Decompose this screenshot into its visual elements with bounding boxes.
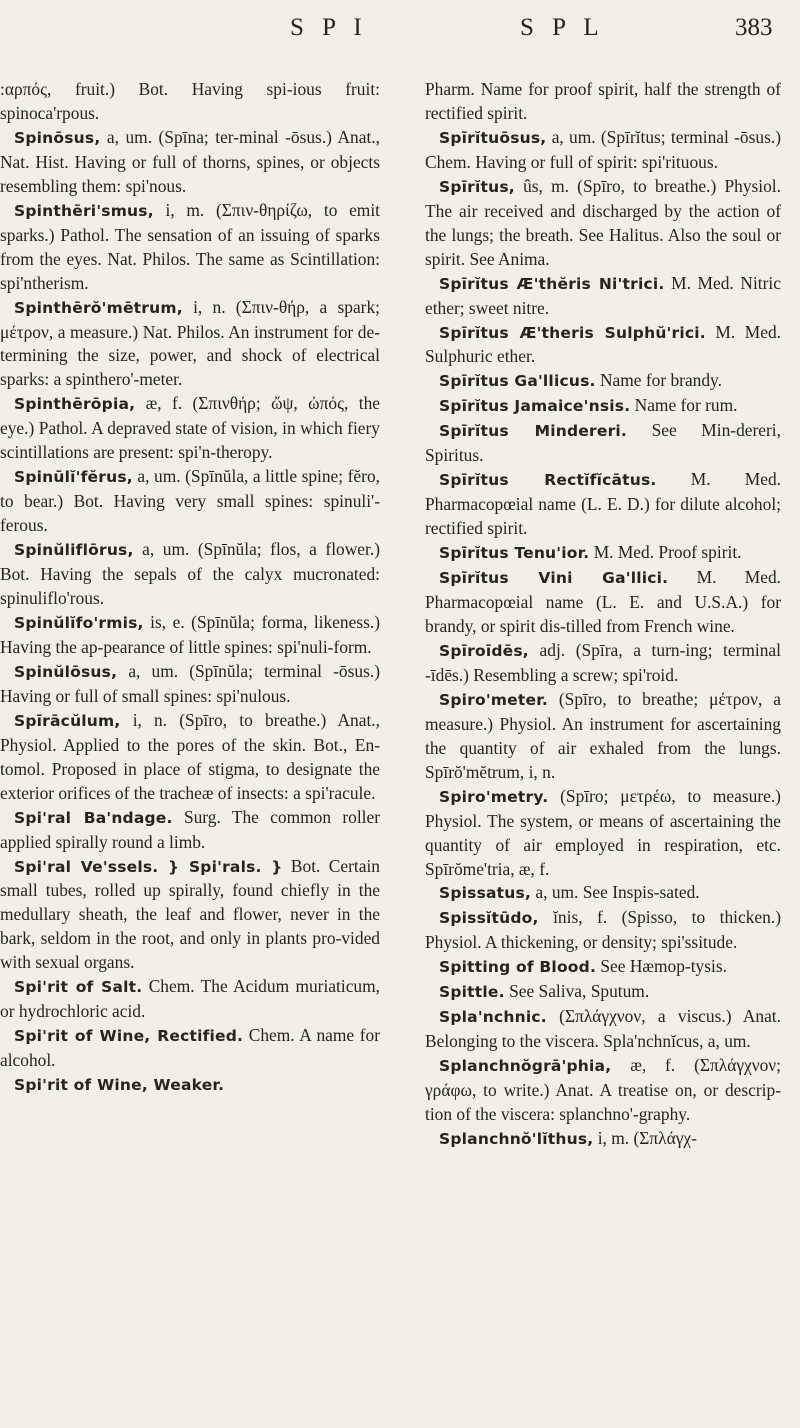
entry-definition: Bot. Certain small tubes, rolled up spirally, found chiefly in the medullary sheath, the leaf and flower, never in the bark, seldom in the root, and only in plants pro-vided with sexual organs. bbox=[0, 855, 380, 973]
entry-headword: Spīrācŭlum, bbox=[14, 711, 121, 730]
entry-definition: Name for brandy. bbox=[599, 370, 722, 391]
entry-definition: æ, f. (Σπλάγχνον; γράφω, to write.) Anat. A treatise on, or descrip-tion of the viscera: splanchno'-graphy. bbox=[425, 1055, 781, 1125]
entry-definition: (Σπλάγχνον, a viscus.) Anat. Belonging to the viscera. Spla'nchnĭcus, a, um. bbox=[425, 1006, 781, 1052]
dictionary-entry bbox=[0, 709, 380, 806]
entry-definition: M. Med. Sulphuric ether. bbox=[425, 321, 781, 367]
running-head-left: S P I bbox=[290, 14, 368, 41]
entry-headword: Spitting of Blood. bbox=[439, 958, 597, 977]
entry-definition: a, um. (Spīna; ter-minal -ōsus.) Anat., Nat. Hist. Having or full of thorns, spines, or objects resembling them: spi'nous. bbox=[0, 126, 380, 196]
dictionary-entry bbox=[0, 1073, 380, 1098]
dictionary-entry bbox=[0, 465, 380, 538]
entry-headword: Spīrĭtus, bbox=[439, 177, 515, 196]
dictionary-entry bbox=[425, 321, 781, 370]
entry-headword: Spīrĭtus Æ'thĕris Ni'trici. bbox=[439, 274, 665, 293]
entry-headword: Spīrĭtus Rectĭfĭcātus. bbox=[439, 471, 657, 490]
entry-headword: Spīrĭtus Æ'theris Sulphŭ'rici. bbox=[439, 323, 706, 342]
entry-definition: :αρπός, fruit.) Bot. Having spi-ious fruit: spinoca'rpous. bbox=[0, 79, 380, 123]
entry-definition: Chem. A name for alcohol. bbox=[0, 1025, 380, 1071]
entry-definition: M. Med. Nitric ether; sweet nitre. bbox=[425, 272, 781, 318]
dictionary-entry bbox=[425, 78, 781, 126]
dictionary-entry bbox=[425, 688, 781, 785]
dictionary-entry bbox=[425, 272, 781, 321]
entry-headword: Spittle. bbox=[439, 983, 505, 1002]
entry-definition: a, um. (Spīnŭla; flos, a flower.) Bot. Having the sepals of the calyx mucronated: spinuliflo'rous. bbox=[0, 539, 380, 609]
dictionary-entry bbox=[0, 126, 380, 199]
dictionary-entry bbox=[0, 855, 380, 976]
entry-headword: Spissatus, bbox=[439, 884, 532, 903]
dictionary-entry bbox=[425, 541, 781, 566]
dictionary-entry bbox=[0, 975, 380, 1024]
entry-headword: Spissĭtūdo, bbox=[439, 909, 539, 928]
dictionary-entry bbox=[425, 468, 781, 541]
entry-definition: M. Med. Pharmacopœial name (L. E. and U.S.A.) for brandy, or spirit dis-tilled from French wine. bbox=[425, 567, 781, 636]
entry-definition: a, um. (Spīrĭtus; terminal -ōsus.) Chem. Having or full of spirit: spi'rituous. bbox=[425, 126, 781, 172]
dictionary-entry bbox=[425, 980, 781, 1005]
entry-headword: Spīrĭtus Tenu'ior. bbox=[439, 544, 590, 563]
entry-definition: Pharm. Name for proof spirit, half the strength of rectified spirit. bbox=[425, 79, 781, 123]
entry-headword: Splanchnŏ'lĭthus, bbox=[439, 1129, 594, 1148]
page-number: 383 bbox=[735, 14, 773, 41]
entry-headword: Spinŭlĭfo'rmis, bbox=[14, 613, 144, 632]
entry-definition: Name for rum. bbox=[634, 395, 738, 416]
entry-headword: Spi'ral Ve'ssels. } Spi'rals. } bbox=[14, 857, 283, 876]
entry-definition: See Saliva, Sputum. bbox=[509, 981, 650, 1002]
entry-headword: Spinŭliflōrus, bbox=[14, 541, 134, 560]
entry-definition: a, um. See Inspis-sated. bbox=[535, 882, 700, 903]
entry-headword: Spla'nchnic. bbox=[439, 1008, 547, 1027]
left-column bbox=[0, 78, 380, 1418]
dictionary-entry bbox=[425, 566, 781, 639]
entry-definition: i, n. (Spīro, to breathe.) Anat., Physiol. Applied to the pores of the skin. Bot., En-tomol. Proposed in place of stigma, to designate the exterior orifices of the tracheæ of insects: a spi'racule. bbox=[0, 709, 380, 803]
dictionary-entry bbox=[0, 78, 380, 126]
dictionary-entry bbox=[0, 806, 380, 855]
entry-headword: Spīrĭtus Jamaice'nsis. bbox=[439, 397, 631, 416]
dictionary-entry bbox=[425, 881, 781, 906]
entry-definition: ĭnis, f. (Spisso, to thicken.) Physiol. A thickening, or density; spi'ssitude. bbox=[425, 907, 781, 953]
entry-definition: Chem. The Acidum muriaticum, or hydrochloric acid. bbox=[0, 976, 380, 1022]
dictionary-entry bbox=[0, 296, 380, 393]
entry-definition: i, m. (Σπιν-θηρίζω, to emit sparks.) Pathol. The sensation of an issuing of sparks from the eyes. Nat. Philos. The same as Scintillation: spi'ntherism. bbox=[0, 199, 380, 293]
entry-headword: Spinōsus, bbox=[14, 128, 101, 147]
dictionary-entry bbox=[425, 1005, 781, 1054]
entry-definition: a, um. (Spīnŭla; terminal -ōsus.) Having or full of small spines: spi'nulous. bbox=[0, 660, 380, 706]
entry-headword: Spiro'metry. bbox=[439, 787, 549, 806]
entry-headword: Spinthēri'smus, bbox=[14, 201, 154, 220]
dictionary-entry bbox=[425, 1054, 781, 1127]
dictionary-entry bbox=[425, 175, 781, 272]
entry-headword: Spinūlĭ'fĕrus, bbox=[14, 468, 133, 487]
entry-headword: Spi'rit of Wine, Weaker. bbox=[14, 1076, 225, 1095]
entry-headword: Spīroīdēs, bbox=[439, 641, 529, 660]
right-column bbox=[425, 78, 781, 1418]
dictionary-entry bbox=[425, 639, 781, 688]
entry-headword: Spīrĭtus Ga'llicus. bbox=[439, 372, 596, 391]
dictionary-entry bbox=[0, 392, 380, 465]
entry-definition: Surg. The common roller applied spirally round a limb. bbox=[0, 806, 380, 852]
dictionary-entry bbox=[425, 394, 781, 419]
entry-headword: Spiro'meter. bbox=[439, 690, 548, 709]
entry-definition: æ, f. (Σπινθήρ; ὤψ, ὠπός, the eye.) Pathol. A depraved state of vision, in which fiery scintillations are present: spi'n-theropy. bbox=[0, 393, 380, 463]
dictionary-entry bbox=[0, 1024, 380, 1073]
entry-definition: is, e. (Spīnŭla; forma, likeness.) Having the ap-pearance of little spines: spi'nuli-form. bbox=[0, 611, 380, 657]
dictionary-entry bbox=[0, 199, 380, 296]
entry-headword: Spi'rit of Wine, Rectified. bbox=[14, 1027, 244, 1046]
entry-definition: (Spīro; μετρέω, to measure.) Physiol. The system, or means of ascertaining the quantity of air employed in respiration, etc. Spīrŏme'tria, æ, f. bbox=[425, 785, 781, 879]
dictionary-entry bbox=[425, 785, 781, 882]
entry-definition: M. Med. Pharmacopœial name (L. E. D.) for dilute alcohol; rectified spirit. bbox=[425, 469, 781, 539]
dictionary-entry bbox=[425, 126, 781, 175]
entry-definition: M. Med. Proof spirit. bbox=[593, 542, 742, 563]
dictionary-entry bbox=[425, 955, 781, 980]
dictionary-entry bbox=[425, 369, 781, 394]
dictionary-entry bbox=[0, 538, 380, 611]
entry-headword: Splanchnŏgrā'phia, bbox=[439, 1057, 612, 1076]
entry-headword: Spīrĭtus Vini Ga'llici. bbox=[439, 569, 669, 588]
dictionary-entry bbox=[425, 906, 781, 955]
entry-headword: Spinŭlōsus, bbox=[14, 662, 118, 681]
entry-headword: Spi'ral Ba'ndage. bbox=[14, 808, 173, 827]
entry-headword: Spi'rit of Salt. bbox=[14, 978, 143, 997]
dictionary-entry bbox=[425, 1127, 781, 1152]
entry-headword: Spinthērŏ'mētrum, bbox=[14, 298, 183, 317]
entry-definition: See Hæmop-tysis. bbox=[600, 956, 727, 977]
entry-definition: ûs, m. (Spīro, to breathe.) Physiol. The air received and discharged by the action of the lungs; the breath. See Halitus. Also the soul or spirit. See Anima. bbox=[425, 175, 781, 269]
entry-definition: See Min-dereri, Spiritus. bbox=[425, 420, 781, 466]
dictionary-entry bbox=[425, 419, 781, 468]
dictionary-entry bbox=[0, 660, 380, 709]
page-header bbox=[0, 0, 800, 62]
entry-definition: i, n. (Σπιν-θήρ, a spark; μέτρον, a measure.) Nat. Philos. An instrument for de-termining the size, power, and shock of electrical sparks: a spinthero'-meter. bbox=[0, 296, 380, 390]
running-head-right: S P L bbox=[520, 14, 605, 41]
entry-definition: adj. (Spīra, a turn-ing; terminal -īdēs.) Resembling a screw; spi'roid. bbox=[425, 639, 781, 685]
entry-definition: i, m. (Σπλάγχ- bbox=[597, 1127, 697, 1148]
entry-headword: Spinthērōpia, bbox=[14, 395, 136, 414]
entry-headword: Spīrĭtuōsus, bbox=[439, 128, 547, 147]
entry-definition: (Spīro, to breathe; μέτρον, a measure.) Physiol. An instrument for ascertaining the quantity of air exhaled from the lungs. Spīrŏ'mĕtrum, i, n. bbox=[425, 688, 781, 782]
entry-definition: a, um. (Spīnŭla, a little spine; fĕro, to bear.) Bot. Having very small spines: spinuli'-ferous. bbox=[0, 466, 380, 536]
dictionary-entry bbox=[0, 611, 380, 660]
entry-headword: Spīrĭtus Mindereri. bbox=[439, 422, 628, 441]
